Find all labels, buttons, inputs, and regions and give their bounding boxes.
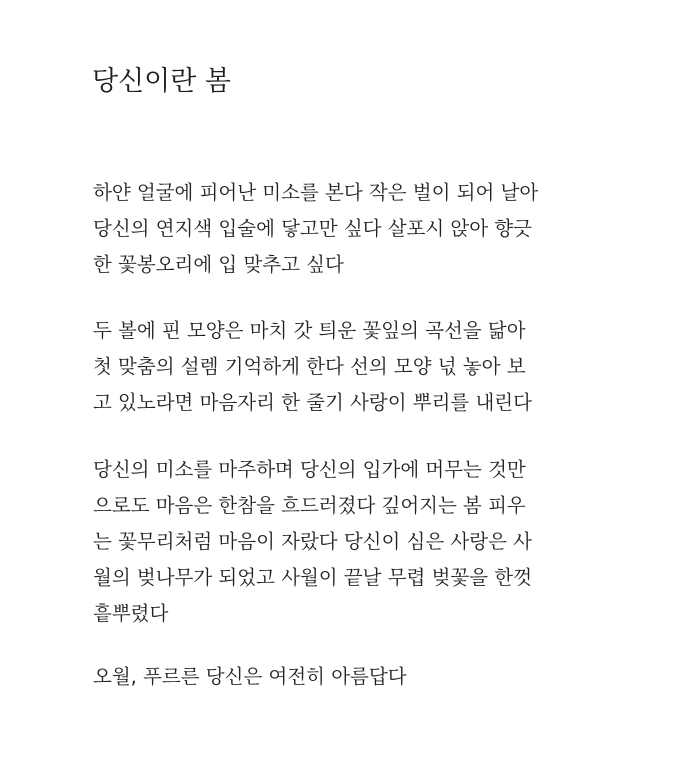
poem-line: 첫 맞춤의 설렘 기억하게 한다 선의 모양 넋 놓아 보: [93, 355, 526, 378]
poem-line: 오월, 푸르른 당신은 여전히 아름답다: [93, 665, 407, 688]
poem-line: 흩뿌렸다: [93, 602, 169, 625]
poem-title: 당신이란 봄: [92, 66, 231, 97]
poem-line: 으로도 마음은 한참을 흐드러졌다 깊어지는 봄 피우: [93, 494, 526, 517]
stanza-4: [93, 659, 593, 695]
poem-line: 한 꽃봉오리에 입 맞추고 싶다: [93, 253, 344, 276]
poem-line: 고 있노라면 마음자리 한 줄기 사랑이 뿌리를 내린다: [93, 391, 532, 414]
poem-line: 월의 벚나무가 되었고 사월이 끝날 무렵 벚꽃을 한껏: [93, 566, 532, 589]
poem-line: 두 볼에 핀 모양은 마치 갓 틔운 꽃잎의 곡선을 닮아: [93, 319, 526, 342]
poem-line: 하얀 얼굴에 피어난 미소를 본다 작은 벌이 되어 날아: [93, 181, 539, 204]
stanza-2: [93, 313, 593, 421]
poem-line: 는 꽃무리처럼 마음이 자랐다 당신이 심은 사랑은 사: [93, 530, 532, 553]
poem-line: 당신의 연지색 입술에 닿고만 싶다 살포시 앉아 향긋: [93, 217, 532, 240]
poem-line: 당신의 미소를 마주하며 당신의 입가에 머무는 것만: [93, 458, 526, 481]
stanza-3: [93, 452, 593, 632]
stanza-1: [93, 175, 593, 283]
